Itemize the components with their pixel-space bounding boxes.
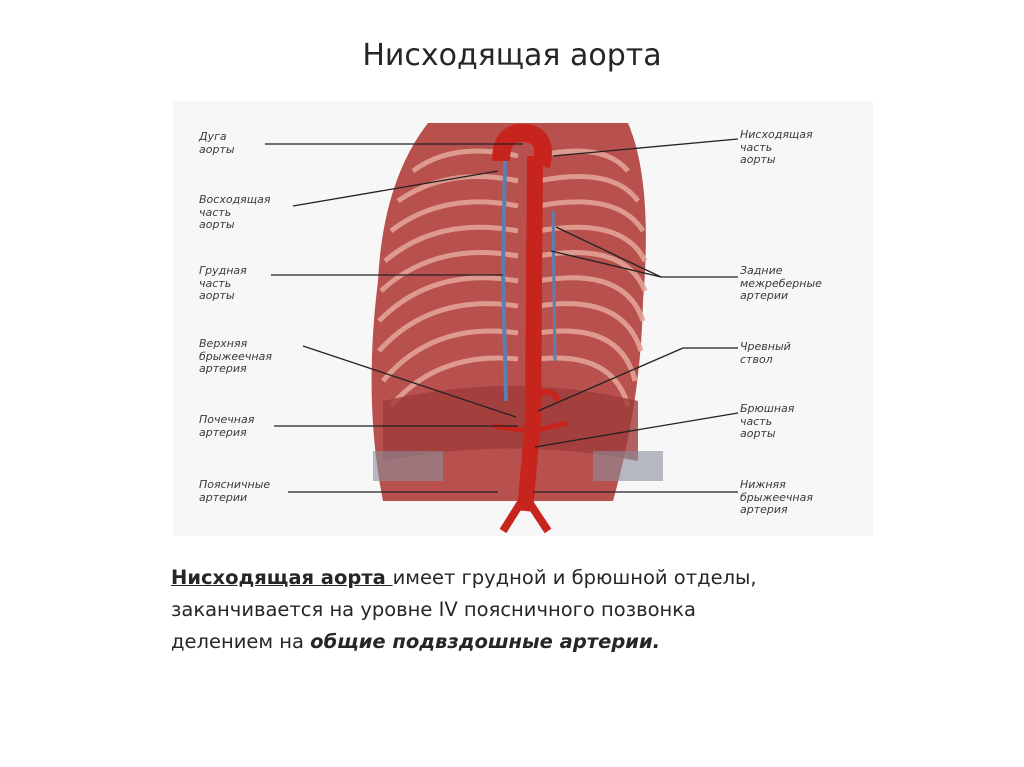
- label-celiac-trunk: Чревный ствол: [740, 340, 791, 366]
- label-thoracic-aorta: Грудная часть аорты: [199, 264, 247, 302]
- caption-line-1: [171, 562, 871, 594]
- label-posterior-intercostal-arteries: Задние межреберные артерии: [740, 264, 822, 302]
- kidney-shadow-right: [593, 451, 663, 481]
- anatomy-figure: [173, 101, 873, 536]
- hemiazygos-vein: [553, 211, 555, 361]
- iliac-split: [503, 496, 548, 531]
- caption-line-3: [171, 626, 871, 658]
- label-aortic-arch: Дуга аорты: [199, 130, 235, 156]
- label-inferior-mesenteric-artery: Нижняя брыжеечная артерия: [740, 478, 813, 516]
- label-lumbar-arteries: Поясничные артерии: [199, 478, 271, 504]
- kidney-shadow-left: [373, 451, 443, 481]
- caption-emphasis: общие подвздошные артерии.: [310, 630, 661, 653]
- caption-text: [171, 562, 871, 658]
- caption-part-1: имеет грудной и брюшной отделы,: [392, 566, 757, 589]
- label-superior-mesenteric-artery: Верхняя брыжеечная артерия: [199, 337, 272, 375]
- caption-line-2: заканчивается на уровне IV поясничного позвонка: [171, 598, 696, 621]
- caption-line-3-start: делением на: [171, 630, 311, 653]
- slide-title: Нисходящая аорта: [362, 38, 662, 73]
- caption-term: Нисходящая аорта: [171, 566, 393, 589]
- label-abdominal-aorta: Брюшная часть аорты: [740, 402, 795, 440]
- label-renal-artery: Почечная артерия: [199, 413, 255, 439]
- label-ascending-aorta: Восходящая часть аорты: [199, 193, 271, 231]
- label-descending-aorta: Нисходящая часть аорты: [740, 128, 813, 166]
